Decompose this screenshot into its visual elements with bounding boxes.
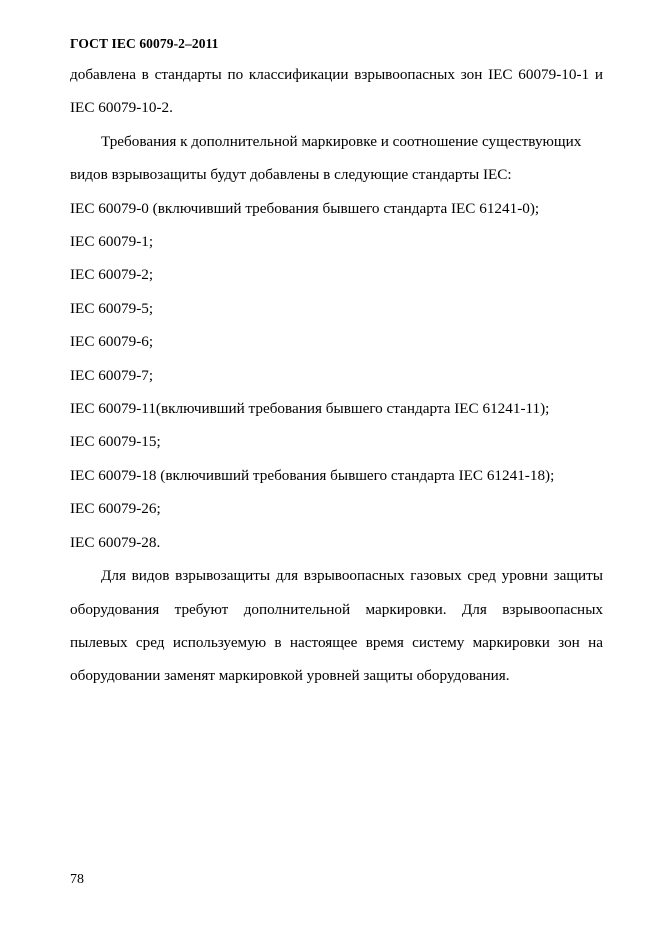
standard-list-item: IEC 60079-7; [70, 366, 154, 384]
paragraph-3-line-2: оборудования требуют дополнительной маркировки. Для взрывоопасных [70, 600, 603, 618]
standard-list-item: IEC 60079-2; [70, 266, 154, 284]
standard-list-item: IEC 60079-15; [70, 433, 161, 451]
paragraph-1-line-2: IEC 60079-10-2. [70, 99, 173, 117]
document-header: ГОСТ IEC 60079-2–2011 [70, 36, 219, 51]
document-body [70, 58, 603, 693]
page-number: 78 [70, 872, 84, 887]
standard-list-item: IEC 60079-6; [70, 333, 154, 351]
standard-list-item: IEC 60079-18 (включивший требования бывшего стандарта IEC 61241-18); [70, 466, 555, 484]
paragraph-3-line-1: Для видов взрывозащиты для взрывоопасных газовых сред уровни защиты [101, 567, 603, 585]
standard-list-item: IEC 60079-26; [70, 500, 161, 518]
paragraph-3-line-4: оборудовании заменят маркировкой уровней защиты оборудования. [70, 667, 510, 685]
standard-list-item: IEC 60079-28. [70, 533, 161, 551]
standard-list-item: IEC 60079-11(включивший требования бывшего стандарта IEC 61241-11); [70, 400, 550, 418]
standard-list-item: IEC 60079-0 (включивший требования бывшего стандарта IEC 61241-0); [70, 199, 540, 217]
paragraph-2-line-2: видов взрывозащиты будут добавлены в следующие стандарты IEC: [70, 166, 512, 184]
standard-list-item: IEC 60079-1; [70, 233, 154, 251]
standard-list-item: IEC 60079-5; [70, 299, 154, 317]
paragraph-1-line-1: добавлена в стандарты по классификации взрывоопасных зон IEC 60079-10-1 и [70, 66, 603, 83]
paragraph-2-line-1: Требования к дополнительной маркировке и соотношение существующих [101, 132, 582, 150]
paragraph-3-line-3: пылевых сред используемую в настоящее время систему маркировки зон на [70, 633, 603, 651]
